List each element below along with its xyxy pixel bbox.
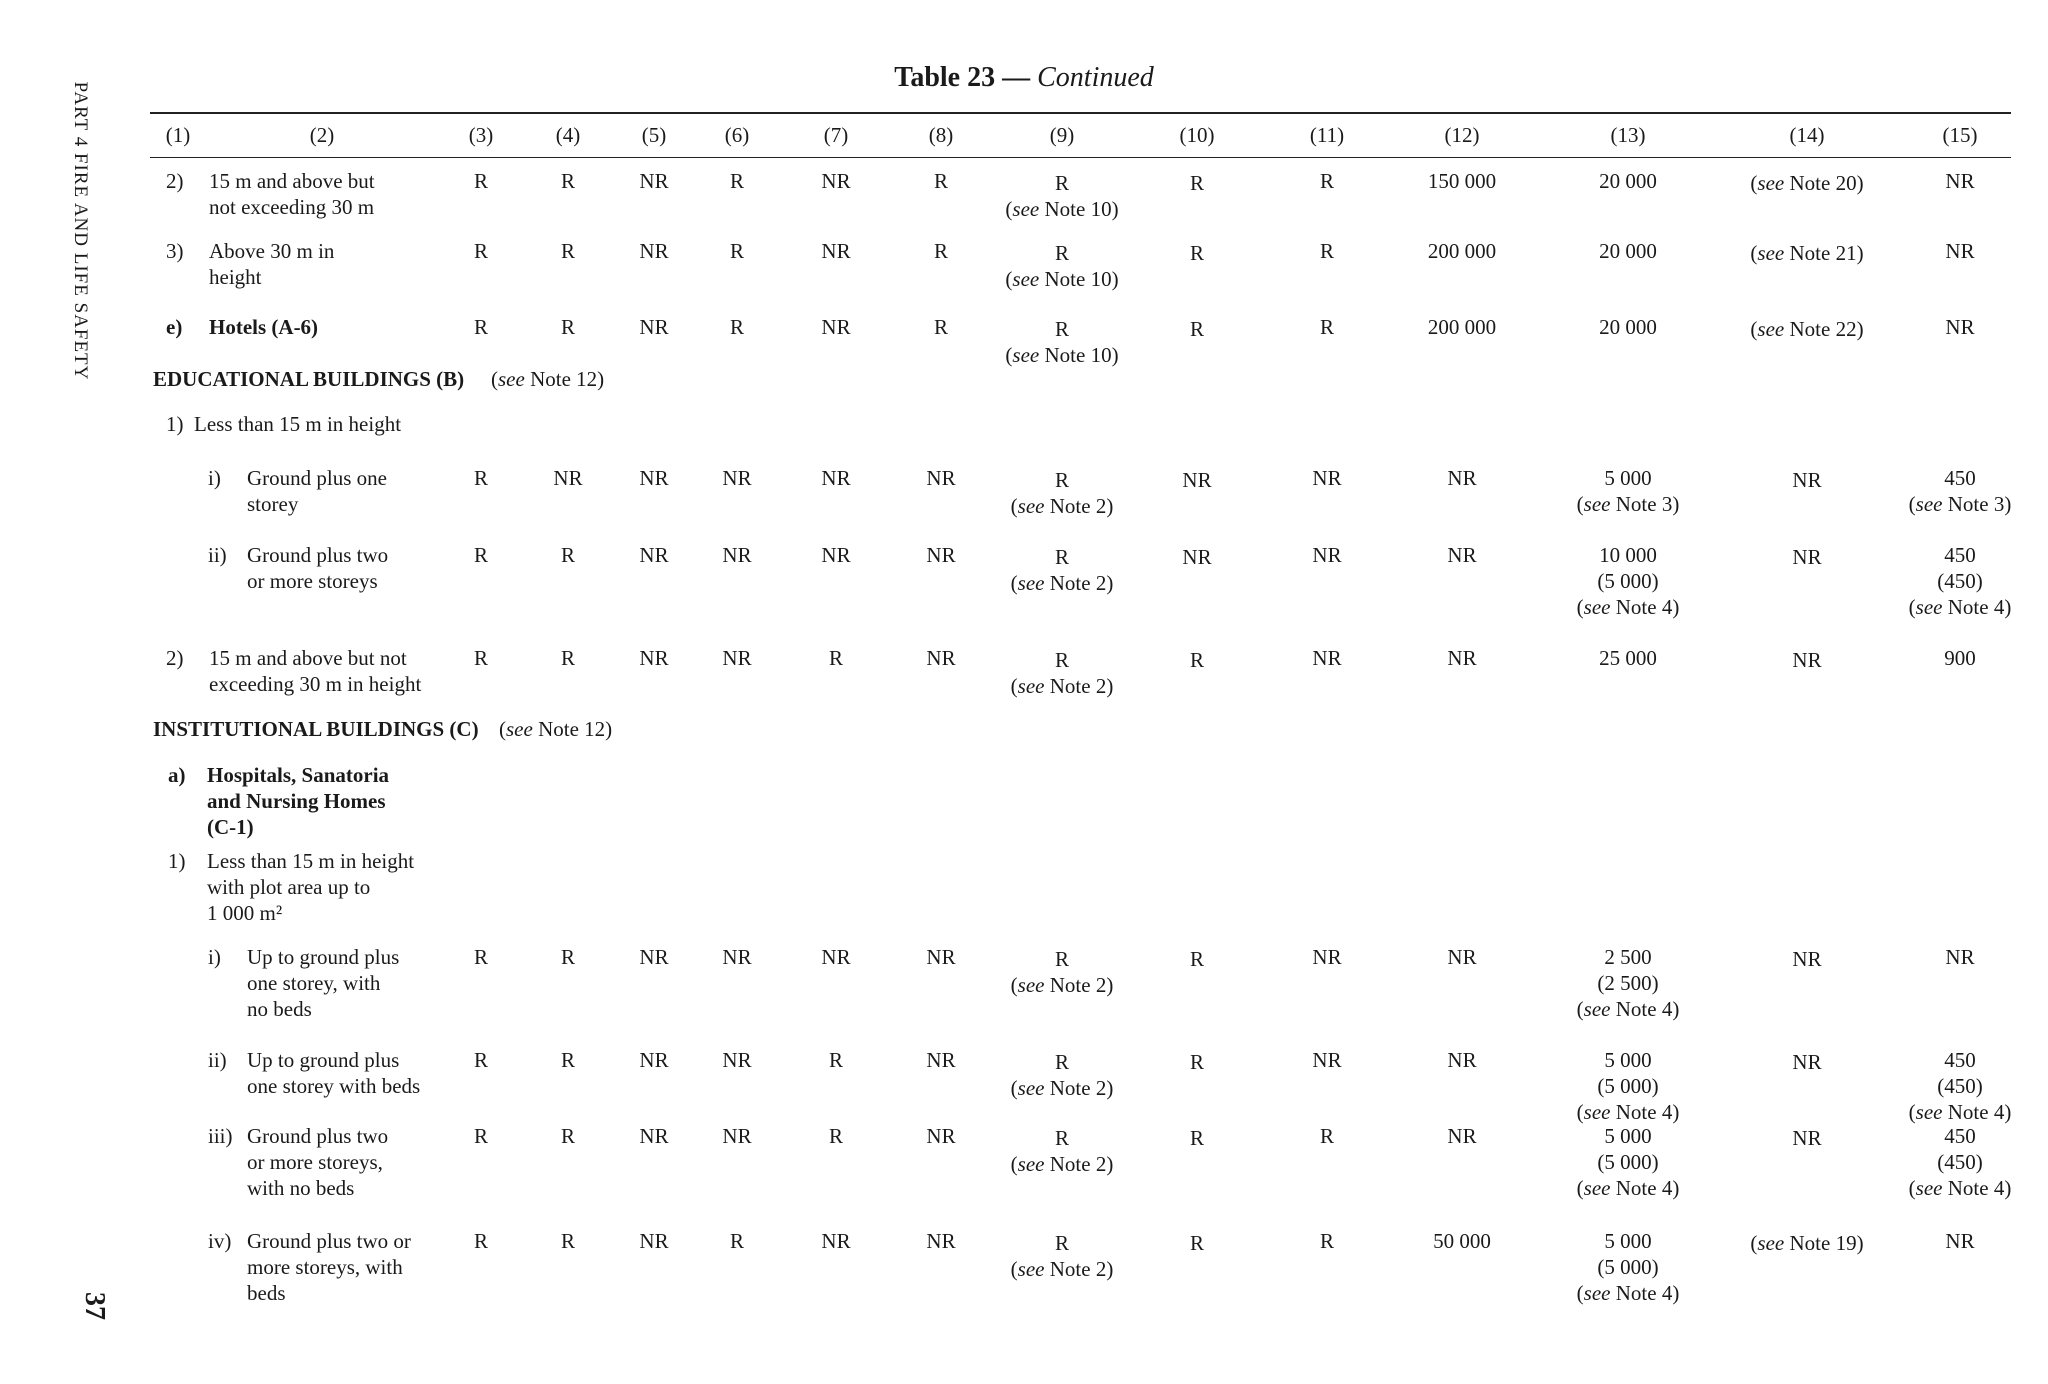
table-cell: R — [828, 1124, 844, 1148]
table-cell: NR — [1792, 1126, 1822, 1150]
table-cell: (see Note 20) — [1750, 171, 1864, 195]
table-cell: NR — [639, 945, 669, 969]
table-cell: R — [473, 646, 489, 670]
table-cell: (see Note 4) — [1908, 595, 2012, 619]
table-cell: NR — [1447, 1048, 1477, 1072]
table-cell: R — [560, 1048, 576, 1072]
table-cell: R — [560, 646, 576, 670]
table-cell: R — [1319, 1229, 1335, 1253]
column-header: (10) — [1179, 123, 1215, 147]
column-header: (12) — [1444, 123, 1480, 147]
table-cell: NR — [1792, 545, 1822, 569]
table-cell: NR — [821, 945, 851, 969]
section-number: 1) — [168, 849, 186, 873]
row-description: Above 30 m in height — [209, 239, 335, 289]
table-cell: NR — [639, 1124, 669, 1148]
table-title — [0, 62, 2048, 94]
table-cell: R — [473, 543, 489, 567]
table-cell: NR — [926, 646, 956, 670]
table-cell-note: (see Note 10) — [1005, 267, 1119, 291]
table-cell: 5 000 — [1604, 1124, 1652, 1148]
table-cell: NR — [926, 543, 956, 567]
table-cell: R — [933, 169, 949, 193]
table-cell: NR — [1945, 315, 1975, 339]
table-cell: R — [560, 945, 576, 969]
table-cell: (see Note 21) — [1750, 241, 1864, 265]
table-cell: R — [1189, 947, 1205, 971]
table-cell: 20 000 — [1599, 169, 1657, 193]
table-cell: NR — [821, 315, 851, 339]
table-cell: R — [1054, 648, 1070, 672]
row-number: 2) — [166, 646, 184, 670]
table-cell: R — [729, 239, 745, 263]
section-heading: 1) Less than 15 m in height — [166, 412, 402, 436]
row-description: Ground plus two or more storeys — [247, 543, 389, 593]
page-number: 37 — [79, 1292, 110, 1320]
table-cell: NR — [1792, 468, 1822, 492]
table-cell: NR — [926, 1124, 956, 1148]
table-cell: NR — [1945, 239, 1975, 263]
section-note: (see Note 12) — [499, 717, 613, 741]
table-cell: R — [933, 239, 949, 263]
table-cell: NR — [1312, 543, 1342, 567]
table-cell: NR — [639, 543, 669, 567]
table-cell-note: (see Note 2) — [1010, 1152, 1114, 1176]
table-cell: NR — [1792, 1050, 1822, 1074]
table-cell: R — [473, 169, 489, 193]
table-cell: NR — [1447, 945, 1477, 969]
part-sidebar-label: PART 4 FIRE AND LIFE SAFETY — [70, 81, 91, 381]
table-cell: (5 000) — [1597, 1255, 1659, 1279]
table-cell: R — [473, 1048, 489, 1072]
section-heading: Less than 15 m in height with plot area up to 1 000 m² — [207, 849, 415, 925]
section-heading: Hospitals, Sanatoria and Nursing Homes (C-1) — [207, 763, 390, 839]
table-cell: 25 000 — [1599, 646, 1657, 670]
table-cell: (see Note 4) — [1576, 1100, 1680, 1124]
table-cell: NR — [639, 169, 669, 193]
column-header: (4) — [555, 123, 581, 147]
table-cell: NR — [1182, 468, 1212, 492]
table-cell-note: (see Note 2) — [1010, 674, 1114, 698]
column-header: (3) — [468, 123, 494, 147]
table-cell-note: (see Note 2) — [1010, 494, 1114, 518]
row-number: ii) — [208, 543, 227, 567]
table-cell: R — [729, 1229, 745, 1253]
table-cell-note: (see Note 10) — [1005, 343, 1119, 367]
table-cell: (see Note 3) — [1908, 492, 2012, 516]
table-cell: R — [1054, 1126, 1070, 1150]
table-cell: R — [1054, 241, 1070, 265]
row-number: i) — [208, 466, 221, 490]
row-description: Up to ground plus one storey with beds — [247, 1048, 421, 1098]
table-cell: R — [473, 945, 489, 969]
table-cell: R — [560, 239, 576, 263]
row-number: iii) — [208, 1124, 233, 1148]
column-header: (13) — [1610, 123, 1646, 147]
table-cell: R — [560, 1124, 576, 1148]
table-cell: NR — [1792, 648, 1822, 672]
table-cell-note: (see Note 2) — [1010, 571, 1114, 595]
table-cell: NR — [926, 466, 956, 490]
table-cell: R — [1189, 317, 1205, 341]
section-note: (see Note 12) — [491, 367, 605, 391]
table-cell: NR — [1792, 947, 1822, 971]
row-number: ii) — [208, 1048, 227, 1072]
table-cell: NR — [1447, 646, 1477, 670]
table-cell: R — [933, 315, 949, 339]
table-cell: R — [473, 466, 489, 490]
table-cell-note: (see Note 10) — [1005, 197, 1119, 221]
table-cell: NR — [821, 466, 851, 490]
table-cell: NR — [1447, 1124, 1477, 1148]
table-cell: R — [1054, 545, 1070, 569]
table-cell: R — [1189, 241, 1205, 265]
table-cell: (5 000) — [1597, 569, 1659, 593]
row-number: i) — [208, 945, 221, 969]
table-cell: R — [729, 315, 745, 339]
table-cell: NR — [1945, 169, 1975, 193]
table-cell: (5 000) — [1597, 1150, 1659, 1174]
table-cell: NR — [722, 543, 752, 567]
row-number: 2) — [166, 169, 184, 193]
row-description: 15 m and above but not exceeding 30 m in height — [209, 646, 422, 696]
table-cell: NR — [722, 646, 752, 670]
table-cell: (see Note 19) — [1750, 1231, 1864, 1255]
table-cell: R — [1319, 169, 1335, 193]
table-cell: 450 — [1944, 1124, 1976, 1148]
column-header: (1) — [165, 123, 191, 147]
table-cell: NR — [1182, 545, 1212, 569]
table-cell: 450 — [1944, 1048, 1976, 1072]
table-cell: R — [1319, 315, 1335, 339]
table-cell: (2 500) — [1597, 971, 1659, 995]
column-header: (15) — [1942, 123, 1978, 147]
row-number: 3) — [166, 239, 184, 263]
column-header: (7) — [823, 123, 849, 147]
table-cell: R — [1054, 468, 1070, 492]
table-cell: (450) — [1937, 1074, 1983, 1098]
table-cell: R — [1319, 1124, 1335, 1148]
table-cell: NR — [821, 543, 851, 567]
table-cell: NR — [639, 239, 669, 263]
table-cell: 50 000 — [1433, 1229, 1491, 1253]
table-cell: NR — [722, 1048, 752, 1072]
section-heading: INSTITUTIONAL BUILDINGS (C) — [153, 717, 479, 741]
table-cell: R — [1054, 947, 1070, 971]
table-cell: R — [560, 543, 576, 567]
table-cell: 900 — [1944, 646, 1976, 670]
row-description: Ground plus two or more storeys, with beds — [247, 1229, 411, 1305]
table-cell: R — [1054, 1231, 1070, 1255]
table-cell: (see Note 4) — [1576, 1281, 1680, 1305]
table-cell: NR — [1312, 646, 1342, 670]
table-cell: NR — [722, 1124, 752, 1148]
column-header: (6) — [724, 123, 750, 147]
table-cell-note: (see Note 2) — [1010, 973, 1114, 997]
table-cell: NR — [1312, 466, 1342, 490]
table-cell: NR — [926, 945, 956, 969]
table-cell: 20 000 — [1599, 315, 1657, 339]
table-cell: 450 — [1944, 466, 1976, 490]
table-cell: R — [473, 239, 489, 263]
table-cell: (see Note 4) — [1576, 595, 1680, 619]
section-heading: EDUCATIONAL BUILDINGS (B) — [153, 367, 465, 391]
table-cell: R — [1189, 1231, 1205, 1255]
table-cell: R — [1189, 171, 1205, 195]
row-number: iv) — [208, 1229, 232, 1253]
table-cell: NR — [821, 1229, 851, 1253]
table-cell: NR — [1945, 1229, 1975, 1253]
column-header: (2) — [309, 123, 335, 147]
table-cell: R — [828, 1048, 844, 1072]
table-cell: R — [729, 169, 745, 193]
column-header: (11) — [1309, 123, 1345, 147]
table-title-cont: Continued — [1037, 62, 1154, 93]
table-cell: NR — [639, 315, 669, 339]
table-cell: NR — [722, 945, 752, 969]
table-cell-note: (see Note 2) — [1010, 1257, 1114, 1281]
table-cell: NR — [639, 1048, 669, 1072]
table-cell: NR — [639, 466, 669, 490]
table-cell: R — [473, 1229, 489, 1253]
table-cell: (see Note 4) — [1908, 1176, 2012, 1200]
table-title-main: Table 23 — — [894, 62, 1031, 93]
row-description: Up to ground plus one storey, with no beds — [247, 945, 400, 1021]
table-cell: R — [1319, 239, 1335, 263]
table-cell: NR — [1447, 543, 1477, 567]
table-cell: (see Note 4) — [1908, 1100, 2012, 1124]
table-cell: R — [560, 169, 576, 193]
table-cell: R — [1189, 648, 1205, 672]
table-cell: NR — [926, 1229, 956, 1253]
table-cell: NR — [821, 169, 851, 193]
table-cell: NR — [639, 1229, 669, 1253]
table-cell: R — [1054, 171, 1070, 195]
table-cell: 20 000 — [1599, 239, 1657, 263]
table-cell: R — [1054, 1050, 1070, 1074]
table-cell: (see Note 4) — [1576, 1176, 1680, 1200]
table-cell: NR — [1312, 1048, 1342, 1072]
table-cell: NR — [1447, 466, 1477, 490]
table-cell: R — [1189, 1126, 1205, 1150]
table-cell: R — [473, 1124, 489, 1148]
table-cell: (see Note 4) — [1576, 997, 1680, 1021]
table-cell: 5 000 — [1604, 1048, 1652, 1072]
table-cell: (450) — [1937, 1150, 1983, 1174]
table-cell: NR — [1312, 945, 1342, 969]
table-cell: R — [1189, 1050, 1205, 1074]
row-description: Hotels (A-6) — [209, 315, 319, 339]
table-cell: NR — [722, 466, 752, 490]
table-cell: NR — [1945, 945, 1975, 969]
table-cell: R — [473, 315, 489, 339]
top-rule — [150, 112, 2011, 114]
column-header: (14) — [1789, 123, 1825, 147]
table-cell-note: (see Note 2) — [1010, 1076, 1114, 1100]
table-cell: 5 000 — [1604, 466, 1652, 490]
table-cell: 5 000 — [1604, 1229, 1652, 1253]
table-cell: 10 000 — [1599, 543, 1657, 567]
table-cell: R — [560, 1229, 576, 1253]
column-header: (9) — [1049, 123, 1075, 147]
row-number: e) — [166, 315, 183, 339]
table-cell: NR — [926, 1048, 956, 1072]
table-cell: NR — [553, 466, 583, 490]
table-cell: 2 500 — [1604, 945, 1652, 969]
table-cell: R — [560, 315, 576, 339]
table-cell: NR — [639, 646, 669, 670]
table-cell: NR — [821, 239, 851, 263]
section-number: a) — [168, 763, 186, 787]
table-cell: R — [1054, 317, 1070, 341]
table-cell: (see Note 3) — [1576, 492, 1680, 516]
row-description: Ground plus two or more storeys, with no beds — [247, 1124, 389, 1200]
column-header: (5) — [641, 123, 667, 147]
table-cell: (450) — [1937, 569, 1983, 593]
column-header: (8) — [928, 123, 954, 147]
table-cell: (5 000) — [1597, 1074, 1659, 1098]
table-cell: 450 — [1944, 543, 1976, 567]
table-cell: 200 000 — [1427, 239, 1497, 263]
table-cell: 200 000 — [1427, 315, 1497, 339]
row-description: Ground plus one storey — [247, 466, 387, 516]
table-cell: 150 000 — [1427, 169, 1497, 193]
header-rule — [150, 157, 2011, 158]
table-cell: R — [828, 646, 844, 670]
row-description: 15 m and above but not exceeding 30 m — [209, 169, 375, 219]
table-cell: (see Note 22) — [1750, 317, 1864, 341]
